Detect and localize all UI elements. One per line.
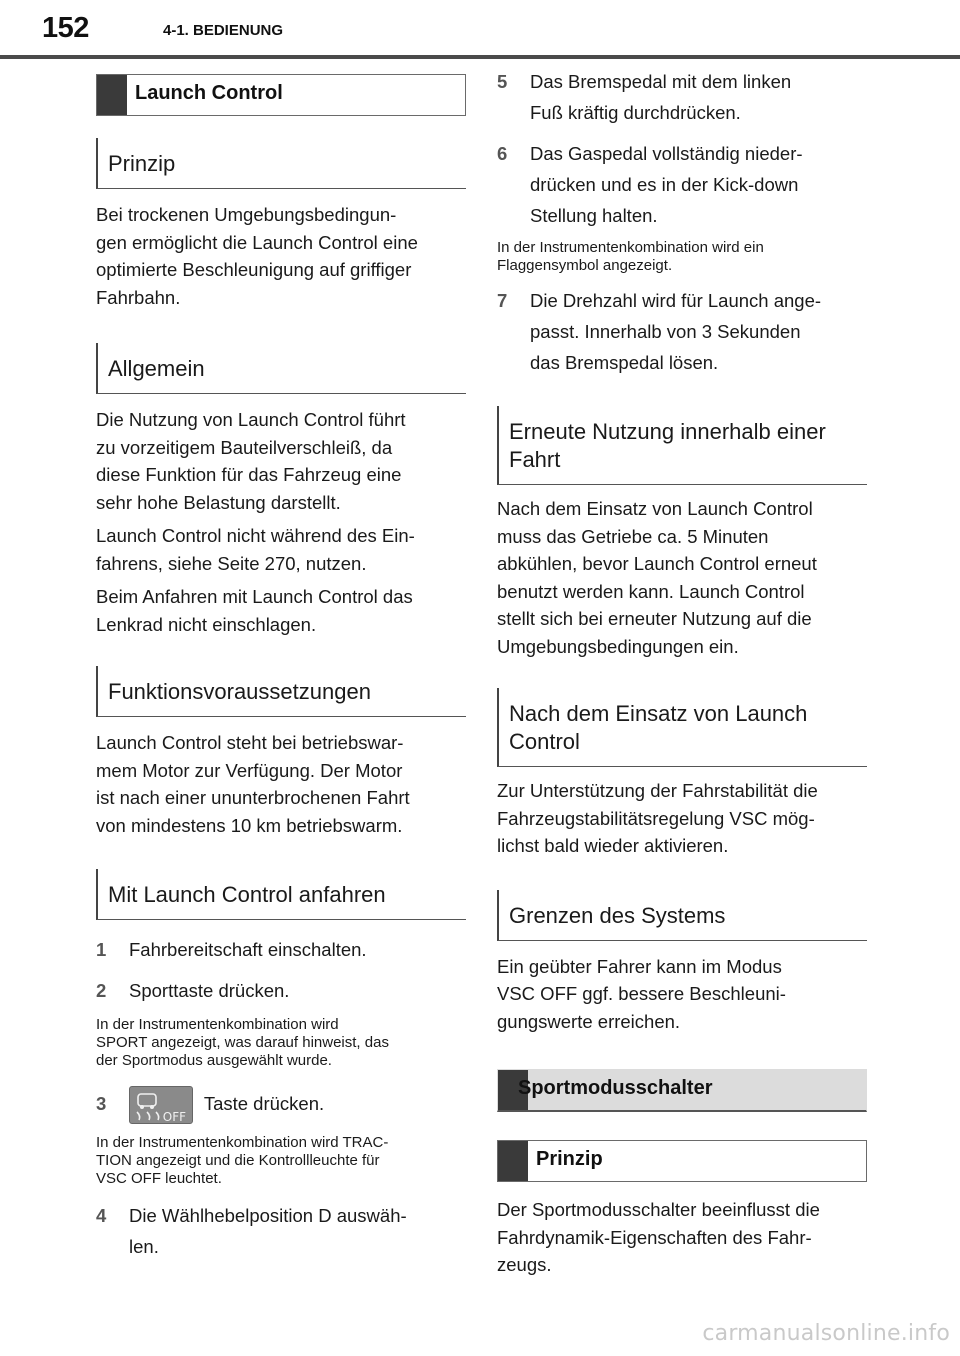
- prinzip-sport-paragraph: [497, 1196, 867, 1279]
- text-line: zeugs.: [497, 1254, 552, 1275]
- step-2: [96, 975, 466, 1006]
- heading-label: Launch Control: [135, 82, 283, 104]
- step-text: Stellung halten.: [530, 205, 658, 226]
- text-line: Lenkrad nicht einschlagen.: [96, 613, 317, 635]
- step-number: 2: [96, 980, 107, 1001]
- text-line: Ein geübter Fahrer kann im Modus: [497, 955, 782, 977]
- note-line: In der Instrumentenkombination wird ein: [497, 239, 764, 256]
- grenzen-paragraph: [497, 953, 867, 1036]
- step-7: [497, 285, 867, 378]
- step-text: Taste drücken.: [203, 1093, 325, 1114]
- heading-sportmodusschalter: [497, 1069, 867, 1112]
- note-line: VSC OFF leuchtet.: [96, 1170, 222, 1188]
- heading-bar: [498, 1141, 528, 1181]
- subheading-anfahren: Mit Launch Control anfahren: [96, 869, 466, 920]
- heading-bar: [97, 75, 127, 115]
- heading-launch-control: [96, 74, 466, 116]
- subheading-erneute-nutzung: [497, 406, 867, 485]
- step-text: Fuß kräftig durchdrücken.: [530, 102, 741, 123]
- step-1: [96, 934, 466, 965]
- heading-label: Prinzip: [536, 1148, 603, 1170]
- text-line: von mindestens 10 km betriebswarm.: [96, 814, 403, 836]
- allgemein-paragraph-1: [96, 406, 466, 516]
- off-label: OFF: [162, 1110, 186, 1125]
- text-line: sehr hohe Belastung darstellt.: [96, 491, 341, 513]
- funktion-paragraph: [96, 729, 466, 839]
- step-text: Das Bremspedal mit dem linken: [530, 71, 792, 92]
- text-line: Launch Control nicht während des Ein-: [96, 525, 415, 546]
- text-line: Launch Control steht bei betriebswar-: [96, 732, 404, 753]
- step-number: 3: [96, 1093, 107, 1114]
- vsc-off-button-icon: [129, 1086, 193, 1124]
- text-line: gungswerte erreichen.: [497, 1010, 681, 1032]
- step-6: [497, 138, 867, 231]
- subheading-line: Erneute Nutzung innerhalb einer: [509, 419, 826, 444]
- header-divider: [0, 55, 960, 59]
- text-line: Fahrzeugstabilitätsregelung VSC mög-: [497, 807, 815, 829]
- note-line: Flaggensymbol angezeigt.: [497, 257, 673, 274]
- allgemein-paragraph-2: [96, 522, 466, 577]
- left-column: [96, 66, 466, 1262]
- page-header: [0, 0, 960, 58]
- step-text: len.: [129, 1236, 159, 1258]
- step-text: Die Drehzahl wird für Launch ange-: [530, 290, 822, 311]
- subheading-prinzip: Prinzip: [96, 138, 466, 189]
- step-text: passt. Innerhalb von 3 Sekunden: [530, 321, 801, 342]
- step-4: [96, 1200, 466, 1262]
- step-text: das Bremspedal lösen.: [530, 352, 719, 373]
- page-number: 152: [42, 12, 89, 44]
- subheading-line: Control: [509, 729, 580, 754]
- step-number: 1: [96, 939, 107, 960]
- text-line: Fahrbahn.: [96, 286, 181, 308]
- text-line: Fahrdynamik-Eigenschaften des Fahr-: [497, 1226, 812, 1248]
- subheading-nach-dem-einsatz: [497, 688, 867, 767]
- heading-prinzip-sport: [497, 1140, 867, 1182]
- note-flag: [497, 239, 867, 275]
- subheading-allgemein: Allgemein: [96, 343, 466, 394]
- subheading-grenzen: Grenzen des Systems: [497, 890, 867, 941]
- step-5: [497, 66, 867, 128]
- text-line: lichst bald wieder aktivieren.: [497, 835, 729, 856]
- heading-label: Sportmodusschalter: [518, 1077, 713, 1099]
- step-3: [96, 1084, 466, 1124]
- allgemein-paragraph-3: [96, 583, 466, 638]
- step-text: drücken und es in der Kick-down: [530, 174, 799, 195]
- step-number: 4: [96, 1205, 107, 1227]
- text-line: optimierte Beschleunigung auf griffiger: [96, 259, 412, 280]
- step-number: 5: [497, 71, 508, 92]
- note-line: TION angezeigt und die Kontrollleuchte für: [96, 1152, 380, 1170]
- note-line: In der Instrumentenkombination wird TRAC-: [96, 1134, 389, 1152]
- text-line: Zur Unterstützung der Fahrstabilität die: [497, 780, 818, 801]
- text-line: Der Sportmodusschalter beeinflusst die: [497, 1199, 820, 1220]
- subheading-line: Nach dem Einsatz von Launch: [509, 701, 808, 726]
- text-line: muss das Getriebe ca. 5 Minuten: [497, 525, 769, 547]
- watermark: carmanualsonline.info: [702, 1321, 950, 1346]
- step-number: 6: [497, 143, 508, 164]
- note-line: In der Instrumentenkombination wird: [96, 1016, 339, 1033]
- text-line: Bei trockenen Umgebungsbedingun-: [96, 204, 397, 225]
- note-line: SPORT angezeigt, was darauf hinweist, das: [96, 1034, 389, 1051]
- text-line: abkühlen, bevor Launch Control erneut: [497, 553, 817, 574]
- text-line: Umgebungsbedingungen ein.: [497, 635, 739, 657]
- step-text: Fahrbereitschaft einschalten.: [129, 939, 367, 960]
- nach-paragraph: [497, 777, 867, 860]
- note-traction: [96, 1134, 466, 1188]
- text-line: Die Nutzung von Launch Control führt: [96, 409, 406, 430]
- text-line: gen ermöglicht die Launch Control eine: [96, 231, 418, 253]
- note-sport: [96, 1016, 466, 1070]
- text-line: benutzt werden kann. Launch Control: [497, 580, 805, 602]
- step-text: Die Wählhebelposition D auswäh-: [129, 1205, 407, 1227]
- text-line: mem Motor zur Verfügung. Der Motor: [96, 759, 403, 781]
- text-line: Nach dem Einsatz von Launch Control: [497, 498, 813, 519]
- prinzip-paragraph: [96, 201, 466, 311]
- text-line: fahrens, siehe Seite 270, nutzen.: [96, 552, 367, 574]
- subheading-line: Fahrt: [509, 447, 561, 472]
- section-title: 4-1. BEDIENUNG: [163, 22, 284, 39]
- right-column: [497, 66, 867, 1279]
- erneute-paragraph: [497, 495, 867, 660]
- text-line: zu vorzeitigem Bauteilverschleiß, da: [96, 436, 393, 458]
- text-line: stellt sich bei erneuter Nutzung auf die: [497, 608, 812, 629]
- note-line: der Sportmodus ausgewählt wurde.: [96, 1052, 332, 1069]
- step-text: Sporttaste drücken.: [129, 980, 290, 1001]
- text-line: VSC OFF ggf. bessere Beschleuni-: [497, 983, 786, 1004]
- subheading-funktionsvoraussetzungen: Funktionsvoraussetzungen: [96, 666, 466, 717]
- text-line: ist nach einer ununterbrochenen Fahrt: [96, 787, 410, 808]
- step-text: Das Gaspedal vollständig nieder-: [530, 143, 803, 164]
- text-line: Beim Anfahren mit Launch Control das: [96, 586, 413, 607]
- text-line: diese Funktion für das Fahrzeug eine: [96, 464, 402, 485]
- step-number: 7: [497, 290, 508, 311]
